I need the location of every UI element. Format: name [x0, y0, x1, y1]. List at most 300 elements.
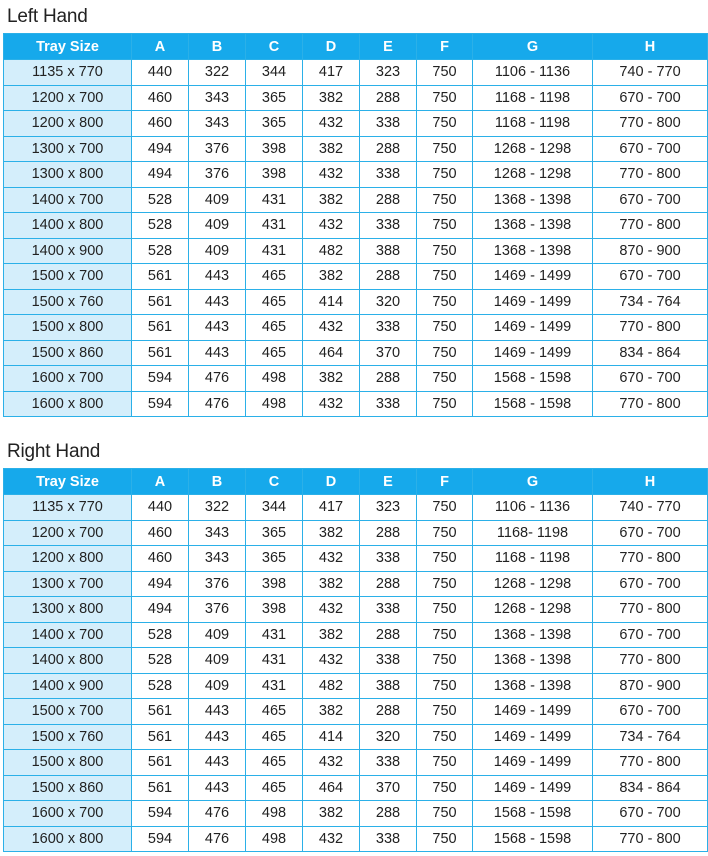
- table-cell: 398: [246, 571, 303, 597]
- table-cell: 338: [360, 750, 417, 776]
- table-cell: 432: [303, 750, 360, 776]
- table-cell: 465: [246, 340, 303, 366]
- table-row: [4, 187, 708, 213]
- table-cell: 288: [360, 187, 417, 213]
- table-cell: 365: [246, 520, 303, 546]
- column-header: H: [593, 34, 708, 60]
- table-row: [4, 162, 708, 188]
- table-cell: 288: [360, 85, 417, 111]
- table-cell: 322: [189, 495, 246, 521]
- tray-size-cell: 1500 x 760: [4, 289, 132, 315]
- table-cell: 465: [246, 289, 303, 315]
- table-cell: 1268 - 1298: [473, 571, 593, 597]
- table-cell: 770 - 800: [593, 315, 708, 341]
- table-cell: 561: [132, 289, 189, 315]
- table-row: [4, 111, 708, 137]
- table-cell: 494: [132, 136, 189, 162]
- tray-size-cell: 1500 x 700: [4, 264, 132, 290]
- table-cell: 464: [303, 340, 360, 366]
- tray-size-cell: 1135 x 770: [4, 495, 132, 521]
- table-cell: 417: [303, 495, 360, 521]
- table-cell: 1368 - 1398: [473, 673, 593, 699]
- table-cell: 1568 - 1598: [473, 801, 593, 827]
- table-cell: 594: [132, 391, 189, 417]
- table-row: [4, 85, 708, 111]
- table-cell: 740 - 770: [593, 60, 708, 86]
- table-cell: 443: [189, 289, 246, 315]
- table-cell: 740 - 770: [593, 495, 708, 521]
- table-cell: 432: [303, 826, 360, 852]
- table-cell: 734 - 764: [593, 724, 708, 750]
- table-cell: 376: [189, 597, 246, 623]
- table-cell: 382: [303, 571, 360, 597]
- table-cell: 382: [303, 801, 360, 827]
- table-row: [4, 315, 708, 341]
- table-cell: 750: [417, 213, 473, 239]
- tray-size-cell: 1600 x 800: [4, 391, 132, 417]
- column-header: H: [593, 469, 708, 495]
- table-cell: 288: [360, 571, 417, 597]
- table-cell: 365: [246, 85, 303, 111]
- table-cell: 398: [246, 136, 303, 162]
- table-cell: 1168 - 1198: [473, 85, 593, 111]
- tray-size-cell: 1300 x 800: [4, 597, 132, 623]
- table-cell: 561: [132, 699, 189, 725]
- table-cell: 670 - 700: [593, 622, 708, 648]
- table-cell: 750: [417, 597, 473, 623]
- table-cell: 750: [417, 775, 473, 801]
- table-cell: 382: [303, 264, 360, 290]
- table-cell: 750: [417, 648, 473, 674]
- table-cell: 1168- 1198: [473, 520, 593, 546]
- table-cell: 432: [303, 162, 360, 188]
- tray-size-cell: 1200 x 800: [4, 111, 132, 137]
- table-cell: 1568 - 1598: [473, 826, 593, 852]
- column-header: Tray Size: [4, 34, 132, 60]
- table-cell: 1368 - 1398: [473, 622, 593, 648]
- table-row: [4, 648, 708, 674]
- table-cell: 1168 - 1198: [473, 546, 593, 572]
- table-cell: 365: [246, 546, 303, 572]
- table-cell: 288: [360, 264, 417, 290]
- table-header-row: [4, 469, 708, 495]
- table-cell: 670 - 700: [593, 571, 708, 597]
- table-cell: 1469 - 1499: [473, 775, 593, 801]
- table-header-row: [4, 34, 708, 60]
- table-cell: 1368 - 1398: [473, 648, 593, 674]
- column-header: F: [417, 34, 473, 60]
- table-cell: 465: [246, 315, 303, 341]
- table-row: [4, 366, 708, 392]
- table-row: [4, 136, 708, 162]
- tray-size-cell: 1600 x 800: [4, 826, 132, 852]
- table-cell: 323: [360, 495, 417, 521]
- table-cell: 460: [132, 520, 189, 546]
- tray-size-cell: 1200 x 800: [4, 546, 132, 572]
- table-cell: 464: [303, 775, 360, 801]
- table-cell: 750: [417, 136, 473, 162]
- table-cell: 750: [417, 546, 473, 572]
- table-cell: 561: [132, 750, 189, 776]
- table-row: [4, 571, 708, 597]
- table-cell: 750: [417, 315, 473, 341]
- table-cell: 376: [189, 136, 246, 162]
- table-cell: 750: [417, 571, 473, 597]
- table-cell: 343: [189, 546, 246, 572]
- table-cell: 343: [189, 520, 246, 546]
- tray-size-cell: 1400 x 800: [4, 213, 132, 239]
- tray-size-cell: 1300 x 800: [4, 162, 132, 188]
- table-cell: 288: [360, 801, 417, 827]
- table-cell: 443: [189, 315, 246, 341]
- table-cell: 1168 - 1198: [473, 111, 593, 137]
- table-cell: 528: [132, 187, 189, 213]
- table-cell: 440: [132, 60, 189, 86]
- table-cell: 343: [189, 85, 246, 111]
- table-cell: 670 - 700: [593, 699, 708, 725]
- table-cell: 594: [132, 801, 189, 827]
- table-cell: 382: [303, 699, 360, 725]
- table-cell: 440: [132, 495, 189, 521]
- table-cell: 498: [246, 366, 303, 392]
- table-cell: 750: [417, 495, 473, 521]
- table-cell: 770 - 800: [593, 391, 708, 417]
- table-cell: 431: [246, 187, 303, 213]
- table-cell: 431: [246, 238, 303, 264]
- table-cell: 482: [303, 238, 360, 264]
- table-cell: 432: [303, 597, 360, 623]
- table-cell: 750: [417, 289, 473, 315]
- table-cell: 594: [132, 826, 189, 852]
- table-cell: 338: [360, 162, 417, 188]
- table-cell: 1469 - 1499: [473, 289, 593, 315]
- table-cell: 288: [360, 622, 417, 648]
- table-row: [4, 60, 708, 86]
- table-cell: 465: [246, 699, 303, 725]
- table-cell: 465: [246, 775, 303, 801]
- table-cell: 750: [417, 264, 473, 290]
- table-cell: 370: [360, 340, 417, 366]
- table-cell: 476: [189, 366, 246, 392]
- column-header: A: [132, 34, 189, 60]
- table-cell: 1268 - 1298: [473, 162, 593, 188]
- table-cell: 460: [132, 546, 189, 572]
- tray-size-cell: 1500 x 800: [4, 315, 132, 341]
- table-cell: 443: [189, 750, 246, 776]
- table-cell: 670 - 700: [593, 136, 708, 162]
- table-cell: 343: [189, 111, 246, 137]
- table-cell: 1368 - 1398: [473, 213, 593, 239]
- table-row: [4, 340, 708, 366]
- column-header: E: [360, 34, 417, 60]
- table-cell: 344: [246, 60, 303, 86]
- table-cell: 561: [132, 340, 189, 366]
- table-cell: 288: [360, 520, 417, 546]
- table-cell: 338: [360, 546, 417, 572]
- table-cell: 770 - 800: [593, 648, 708, 674]
- table-cell: 770 - 800: [593, 546, 708, 572]
- table-cell: 370: [360, 775, 417, 801]
- table-cell: 870 - 900: [593, 673, 708, 699]
- table-cell: 750: [417, 826, 473, 852]
- table-cell: 770 - 800: [593, 597, 708, 623]
- table-cell: 465: [246, 724, 303, 750]
- table-cell: 750: [417, 187, 473, 213]
- tray-size-cell: 1300 x 700: [4, 571, 132, 597]
- table-cell: 409: [189, 648, 246, 674]
- table-cell: 1469 - 1499: [473, 315, 593, 341]
- table-cell: 376: [189, 571, 246, 597]
- table-cell: 561: [132, 264, 189, 290]
- table-cell: 322: [189, 60, 246, 86]
- table-cell: 417: [303, 60, 360, 86]
- table-cell: 482: [303, 673, 360, 699]
- table-cell: 443: [189, 699, 246, 725]
- table-cell: 409: [189, 238, 246, 264]
- column-header: E: [360, 469, 417, 495]
- table-cell: 1106 - 1136: [473, 60, 593, 86]
- tray-size-cell: 1500 x 700: [4, 699, 132, 725]
- column-header: Tray Size: [4, 469, 132, 495]
- table-row: [4, 801, 708, 827]
- table-cell: 409: [189, 187, 246, 213]
- table-row: [4, 495, 708, 521]
- table-cell: 388: [360, 673, 417, 699]
- table-cell: 443: [189, 724, 246, 750]
- table-cell: 498: [246, 391, 303, 417]
- left-hand-title: Left Hand: [7, 6, 88, 27]
- table-cell: 432: [303, 391, 360, 417]
- tray-size-cell: 1200 x 700: [4, 520, 132, 546]
- left-hand-table: [3, 33, 708, 417]
- table-cell: 382: [303, 366, 360, 392]
- table-cell: 338: [360, 648, 417, 674]
- tray-size-cell: 1600 x 700: [4, 801, 132, 827]
- table-cell: 494: [132, 162, 189, 188]
- table-cell: 382: [303, 187, 360, 213]
- table-row: [4, 699, 708, 725]
- table-cell: 460: [132, 111, 189, 137]
- table-cell: 432: [303, 315, 360, 341]
- table-cell: 431: [246, 622, 303, 648]
- table-cell: 365: [246, 111, 303, 137]
- table-cell: 1469 - 1499: [473, 699, 593, 725]
- table-cell: 750: [417, 699, 473, 725]
- table-cell: 498: [246, 826, 303, 852]
- tray-size-cell: 1400 x 900: [4, 238, 132, 264]
- table-cell: 443: [189, 264, 246, 290]
- table-cell: 288: [360, 136, 417, 162]
- table-cell: 338: [360, 826, 417, 852]
- tray-size-cell: 1500 x 860: [4, 340, 132, 366]
- table-cell: 1568 - 1598: [473, 391, 593, 417]
- table-cell: 750: [417, 520, 473, 546]
- table-cell: 465: [246, 750, 303, 776]
- table-cell: 528: [132, 213, 189, 239]
- table-cell: 338: [360, 213, 417, 239]
- table-cell: 770 - 800: [593, 750, 708, 776]
- table-cell: 460: [132, 85, 189, 111]
- table-cell: 670 - 700: [593, 366, 708, 392]
- table-cell: 320: [360, 724, 417, 750]
- tray-size-cell: 1500 x 760: [4, 724, 132, 750]
- table-cell: 431: [246, 648, 303, 674]
- table-cell: 670 - 700: [593, 520, 708, 546]
- table-cell: 476: [189, 391, 246, 417]
- table-cell: 476: [189, 801, 246, 827]
- table-cell: 338: [360, 597, 417, 623]
- table-cell: 498: [246, 801, 303, 827]
- table-cell: 750: [417, 340, 473, 366]
- tray-size-cell: 1500 x 860: [4, 775, 132, 801]
- right-hand-title: Right Hand: [7, 441, 101, 462]
- table-cell: 670 - 700: [593, 801, 708, 827]
- table-row: [4, 238, 708, 264]
- column-header: C: [246, 34, 303, 60]
- table-cell: 528: [132, 673, 189, 699]
- table-cell: 388: [360, 238, 417, 264]
- table-row: [4, 546, 708, 572]
- tray-size-cell: 1600 x 700: [4, 366, 132, 392]
- table-row: [4, 775, 708, 801]
- table-cell: 382: [303, 85, 360, 111]
- table-cell: 750: [417, 673, 473, 699]
- tray-size-cell: 1400 x 900: [4, 673, 132, 699]
- table-cell: 288: [360, 699, 417, 725]
- table-cell: 1268 - 1298: [473, 136, 593, 162]
- table-cell: 750: [417, 724, 473, 750]
- table-cell: 398: [246, 162, 303, 188]
- table-cell: 834 - 864: [593, 775, 708, 801]
- table-cell: 409: [189, 622, 246, 648]
- column-header: G: [473, 469, 593, 495]
- table-cell: 465: [246, 264, 303, 290]
- column-header: G: [473, 34, 593, 60]
- table-cell: 561: [132, 315, 189, 341]
- table-row: [4, 622, 708, 648]
- tray-size-cell: 1200 x 700: [4, 85, 132, 111]
- table-row: [4, 520, 708, 546]
- table-cell: 382: [303, 622, 360, 648]
- table-cell: 750: [417, 622, 473, 648]
- table-cell: 528: [132, 622, 189, 648]
- table-row: [4, 724, 708, 750]
- table-cell: 476: [189, 826, 246, 852]
- table-cell: 1469 - 1499: [473, 340, 593, 366]
- table-cell: 398: [246, 597, 303, 623]
- column-header: D: [303, 34, 360, 60]
- table-cell: 443: [189, 340, 246, 366]
- table-cell: 670 - 700: [593, 187, 708, 213]
- table-cell: 432: [303, 213, 360, 239]
- table-cell: 770 - 800: [593, 213, 708, 239]
- table-cell: 409: [189, 213, 246, 239]
- table-cell: 320: [360, 289, 417, 315]
- column-header: B: [189, 469, 246, 495]
- table-cell: 432: [303, 111, 360, 137]
- table-cell: 750: [417, 801, 473, 827]
- table-cell: 770 - 800: [593, 111, 708, 137]
- table-cell: 594: [132, 366, 189, 392]
- table-cell: 338: [360, 315, 417, 341]
- column-header: F: [417, 469, 473, 495]
- table-cell: 1106 - 1136: [473, 495, 593, 521]
- table-cell: 528: [132, 238, 189, 264]
- table-cell: 1268 - 1298: [473, 597, 593, 623]
- table-row: [4, 826, 708, 852]
- table-cell: 834 - 864: [593, 340, 708, 366]
- table-cell: 670 - 700: [593, 85, 708, 111]
- table-row: [4, 264, 708, 290]
- table-cell: 770 - 800: [593, 162, 708, 188]
- table-row: [4, 391, 708, 417]
- table-row: [4, 673, 708, 699]
- table-cell: 414: [303, 724, 360, 750]
- table-cell: 750: [417, 111, 473, 137]
- table-row: [4, 213, 708, 239]
- table-cell: 376: [189, 162, 246, 188]
- column-header: B: [189, 34, 246, 60]
- table-cell: 670 - 700: [593, 264, 708, 290]
- table-cell: 1469 - 1499: [473, 750, 593, 776]
- table-cell: 432: [303, 546, 360, 572]
- column-header: D: [303, 469, 360, 495]
- column-header: A: [132, 469, 189, 495]
- table-cell: 431: [246, 673, 303, 699]
- table-cell: 770 - 800: [593, 826, 708, 852]
- tray-size-cell: 1135 x 770: [4, 60, 132, 86]
- table-cell: 382: [303, 136, 360, 162]
- table-cell: 561: [132, 724, 189, 750]
- table-cell: 750: [417, 85, 473, 111]
- table-cell: 1368 - 1398: [473, 238, 593, 264]
- tray-size-cell: 1400 x 700: [4, 187, 132, 213]
- table-row: [4, 597, 708, 623]
- table-cell: 409: [189, 673, 246, 699]
- table-cell: 288: [360, 366, 417, 392]
- table-cell: 870 - 900: [593, 238, 708, 264]
- table-cell: 1469 - 1499: [473, 724, 593, 750]
- table-cell: 1368 - 1398: [473, 187, 593, 213]
- table-cell: 750: [417, 238, 473, 264]
- tray-size-cell: 1500 x 800: [4, 750, 132, 776]
- table-cell: 750: [417, 60, 473, 86]
- tray-size-cell: 1400 x 700: [4, 622, 132, 648]
- table-cell: 561: [132, 775, 189, 801]
- tray-size-cell: 1400 x 800: [4, 648, 132, 674]
- right-hand-table: [3, 468, 708, 852]
- table-cell: 338: [360, 111, 417, 137]
- table-cell: 338: [360, 391, 417, 417]
- table-cell: 382: [303, 520, 360, 546]
- table-cell: 750: [417, 750, 473, 776]
- table-row: [4, 750, 708, 776]
- table-cell: 414: [303, 289, 360, 315]
- table-cell: 1469 - 1499: [473, 264, 593, 290]
- column-header: C: [246, 469, 303, 495]
- table-row: [4, 289, 708, 315]
- table-cell: 1568 - 1598: [473, 366, 593, 392]
- tray-size-cell: 1300 x 700: [4, 136, 132, 162]
- table-cell: 494: [132, 597, 189, 623]
- table-cell: 443: [189, 775, 246, 801]
- table-cell: 344: [246, 495, 303, 521]
- table-cell: 431: [246, 213, 303, 239]
- table-cell: 750: [417, 366, 473, 392]
- table-cell: 323: [360, 60, 417, 86]
- table-cell: 750: [417, 162, 473, 188]
- table-cell: 432: [303, 648, 360, 674]
